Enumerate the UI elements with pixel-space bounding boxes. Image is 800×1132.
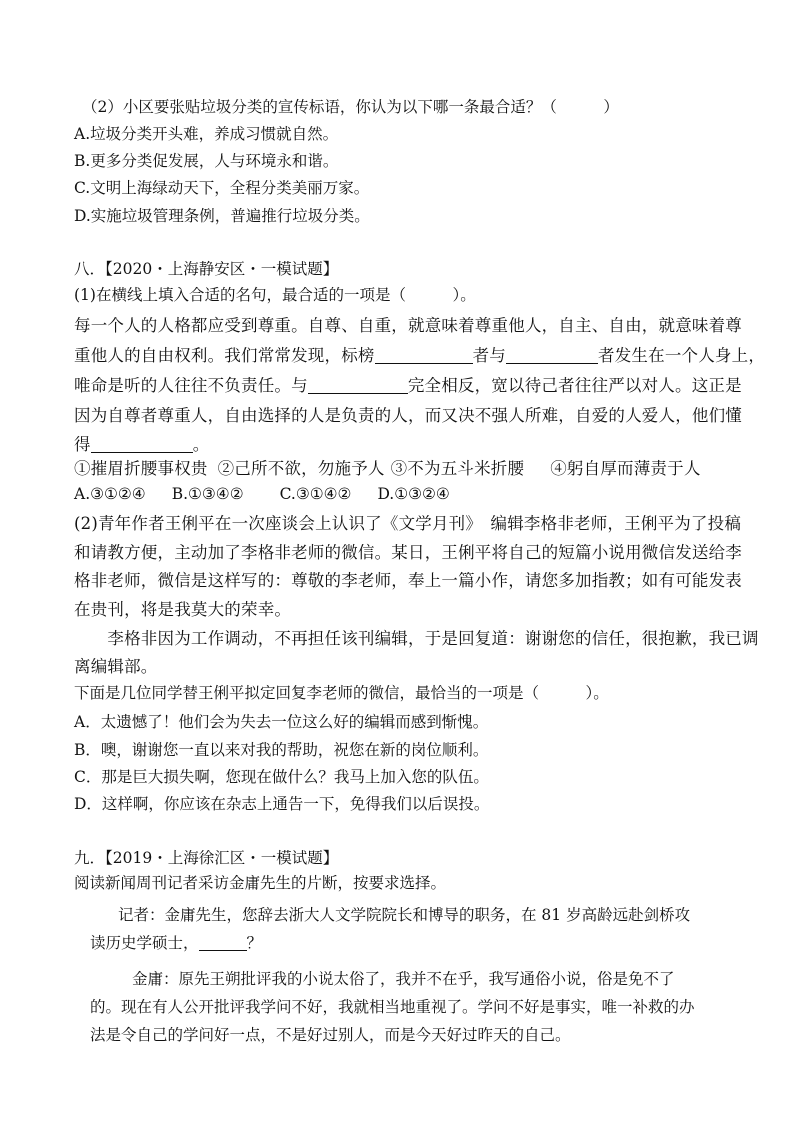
q8-part2-line-3: 格非老师，微信是这样写的：尊敬的李老师，奉上一篇小作，请您多加指教；如有可能发表: [74, 571, 742, 590]
q8-part2-option-b: B．噢，谢谢您一直以来对我的帮助，祝您在新的岗位顺利。: [74, 741, 489, 759]
text-run: 者与: [472, 346, 507, 365]
q9-reporter-line-2: [90, 932, 262, 954]
q8-part2-option-c: C．那是巨大损失啊，您现在做什么？我马上加入您的队伍。: [74, 768, 489, 786]
quote-item-3: ③不为五斗米折腰: [390, 459, 525, 478]
q7-option-a: A.垃圾分类开头难，养成习惯就自然。: [74, 125, 339, 143]
q8-part1-choices: [74, 483, 450, 505]
q8-passage-line-3: [74, 375, 742, 397]
q9-reporter-line-1: 记者：金庸先生，您辞去浙大人文学院院长和博导的职务，在 81 岁高龄远赴剑桥攻: [118, 906, 691, 924]
blank-5: [199, 934, 247, 951]
q8-part2-option-d: D．这样啊，你应该在杂志上通告一下，免得我们以后误投。: [74, 795, 490, 813]
blank-4: [91, 436, 193, 453]
q7-option-d: D.实施垃圾管理条例，普遍推行垃圾分类。: [74, 207, 370, 225]
q9-jinyong-line-3: 法是令自己的学问好一点，不是好过别人，而是今天好过昨天的自己。: [90, 1026, 571, 1044]
q8-passage-line-4: 因为自尊者尊重人，自由选择的人是负责的人，而又决不强人所难，自爱的人爱人，他们懂: [74, 406, 742, 425]
q8-part2-prompt: 下面是几位同学替王俐平拟定回复李老师的微信，最恰当的一项是（ ）。: [74, 684, 609, 702]
q8-passage-line-2: [74, 345, 765, 367]
q8-part2-option-a: A．太遗憾了！他们会为失去一位这么好的编辑而感到惭愧。: [74, 713, 489, 731]
text-run: 。: [192, 435, 210, 454]
text-run: ？: [246, 934, 263, 952]
q8-passage-line-1: 每一个人的人格都应受到尊重。自尊、自重，就意味着尊重他人，自主、自由，就意味着尊: [74, 316, 742, 335]
text-run: 完全相反，宽以待己者往往严以对人。这正是: [407, 376, 742, 395]
q9-header: 九．【2019・上海徐汇区・一模试题】: [74, 849, 339, 867]
choice-c: C.③①④②: [279, 485, 352, 503]
text-run: 重他人的自由权利。我们常常发现，标榜: [74, 346, 375, 365]
choice-d: D.①③②④: [377, 485, 450, 503]
blank-3: [308, 377, 408, 394]
q9-jinyong-line-2: 的。现在有人公开批评我学问不好，我就相当地重视了。学问不好是事实，唯一补救的办: [90, 998, 695, 1016]
quote-item-1: ①摧眉折腰事权贵: [74, 459, 208, 478]
q8-part2-line-6: 离编辑部。: [74, 657, 158, 676]
q8-quote-items: [74, 458, 701, 480]
q8-part2-line-2: 和请教方便，主动加了李格非老师的微信。某日，王俐平将自己的短篇小说用微信发送给李: [74, 543, 742, 562]
q8-header: 八．【2020・上海静安区・一模试题】: [74, 260, 339, 278]
q8-part1-prompt: (1)在横线上填入合适的名句，最合适的一项是（ ）。: [74, 286, 476, 304]
q8-passage-line-5: [74, 434, 209, 456]
blank-2: [506, 347, 598, 364]
quote-item-2: ②己所不欲，勿施予人: [217, 459, 385, 478]
q7-option-c: C.文明上海绿动天下，全程分类美丽万家。: [74, 179, 370, 197]
q8-part2-line-1: (2)青年作者王俐平在一次座谈会上认识了《文学月刊》 编辑李格非老师，王俐平为了投稿: [74, 514, 742, 533]
choice-b: B.①③④②: [171, 485, 244, 503]
q8-part2-line-5: 李格非因为工作调动，不再担任该刊编辑，于是回复道：谢谢您的信任，很抱歉，我已调: [74, 629, 759, 648]
q7-option-b: B.更多分类促发展，人与环境永和谐。: [74, 152, 339, 170]
choice-a: A.③①②④: [74, 485, 146, 503]
blank-1: [375, 347, 473, 364]
q8-part2-line-4: 在贵刊，将是我莫大的荣幸。: [74, 600, 292, 619]
text-run: 唯命是听的人往往不负责任。与: [74, 376, 308, 395]
q7-sub2-prompt: （2）小区要张贴垃圾分类的宣传标语，你认为以下哪一条最合适？（ ）: [82, 98, 619, 116]
q9-intro: 阅读新闻周刊记者采访金庸先生的片断，按要求选择。: [74, 874, 447, 892]
text-run: 者发生在一个人身上，: [598, 346, 766, 365]
q9-jinyong-line-1: 金庸：原先王朔批评我的小说太俗了，我并不在乎，我写通俗小说，俗是免不了: [132, 970, 675, 988]
text-run: 读历史学硕士，: [90, 934, 199, 952]
text-run: 得: [74, 435, 91, 454]
quote-item-4: ④躬自厚而薄责于人: [550, 459, 701, 478]
